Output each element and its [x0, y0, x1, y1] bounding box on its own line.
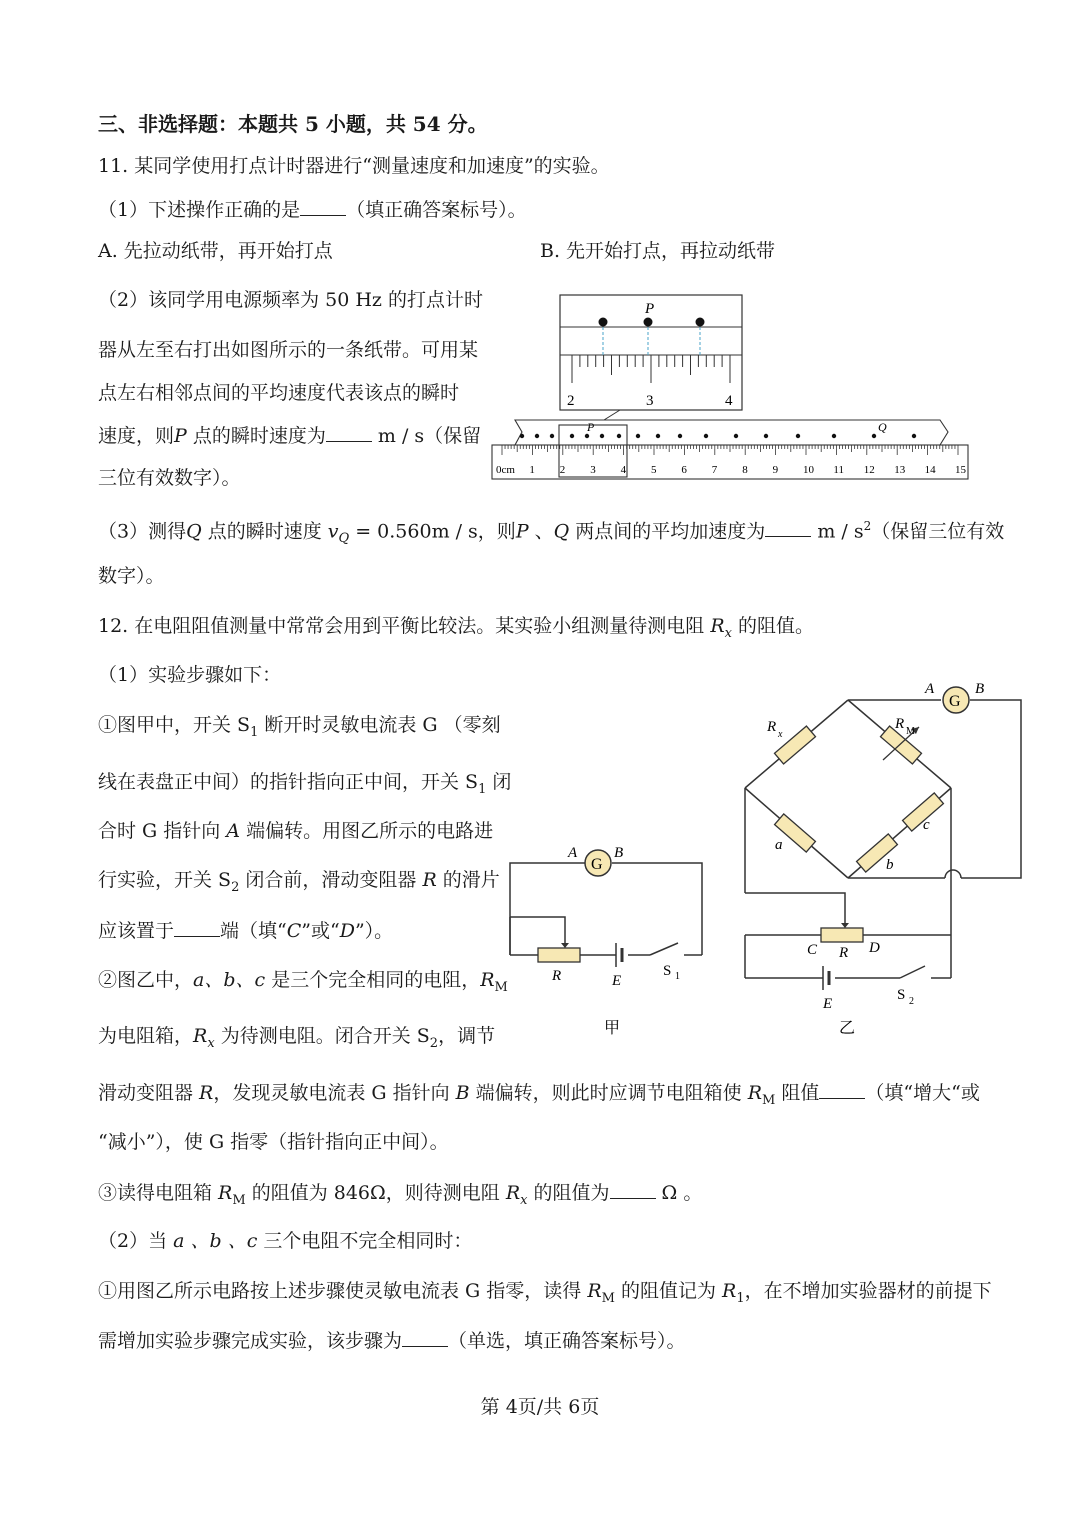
tape-dot	[912, 434, 916, 438]
ruler-tick-label: 10	[803, 464, 814, 476]
tape-dot	[678, 434, 682, 438]
q12-step2-line1: ②图乙中，a、b、c 是三个完全相同的电阻，$R_M$	[98, 969, 508, 995]
answer-blank[interactable]	[174, 918, 220, 937]
answer-blank[interactable]	[326, 423, 372, 442]
ruler-tick-label: 6	[681, 464, 687, 476]
zoom-tick-label: 2	[567, 393, 575, 409]
answer-blank[interactable]	[300, 197, 346, 216]
ruler-tick-label: 15	[955, 464, 966, 476]
answer-blank[interactable]	[610, 1180, 656, 1199]
resistor-b-label: b	[886, 857, 894, 873]
q11-part2-line4: 速度，则P 点的瞬时速度为 m / s（保留	[98, 425, 482, 447]
q11-part2-line2: 器从左至右打出如图所示的一条纸带。可用某	[98, 339, 479, 361]
ruler-tick-label: 0cm	[496, 464, 515, 476]
tape-dot	[636, 434, 640, 438]
svg-text:2: 2	[909, 996, 914, 1007]
q12-step2-line4: “减小”），使 G 指零（指针指向正中间）。	[98, 1131, 449, 1153]
ruler-tick-label: 13	[894, 464, 906, 476]
rheostat-d-end: D	[869, 940, 880, 956]
tape-ruler-figure	[480, 285, 980, 495]
q11-option-a: A. 先拉动纸带，再开始打点	[98, 240, 333, 262]
tape-dot	[704, 434, 708, 438]
circuit-yi-figure	[735, 675, 1035, 1045]
terminal-a: A	[925, 681, 935, 697]
rheostat-r: R	[552, 968, 562, 984]
q12-part1: （1）实验步骤如下：	[98, 664, 282, 686]
resistor-c-label: c	[923, 817, 930, 833]
q11-part2-line5: 三位有效数字）。	[98, 467, 241, 489]
circuit-jia-figure	[500, 835, 715, 1045]
terminal-b: B	[975, 681, 985, 697]
rheostat-r: R	[839, 945, 849, 961]
tape-dot	[570, 434, 574, 438]
q12-step1-line3: 合时 G 指针向 A 端偏转。用图乙所示的电路进	[98, 820, 494, 842]
tape-dot	[535, 434, 539, 438]
ruler-tick-label: 5	[651, 464, 657, 476]
q12-step2-line2: 为电阻箱，$R_x$ 为待测电阻。闭合开关 $S_2$，调节	[98, 1025, 496, 1051]
tape-label-q: Q	[878, 420, 887, 434]
figure-caption-yi: 乙	[839, 1020, 856, 1037]
ruler-tick-label: 1	[529, 464, 535, 476]
svg-text:x: x	[778, 729, 783, 740]
q11-stem: 11. 某同学使用打点计时器进行“测量速度和加速度”的实验。	[98, 155, 610, 177]
q12-step2-line3: 滑动变阻器 R，发现灵敏电流表 G 指针向 B 端偏转，则此时应调节电阻箱使 $R_M$ 阻值 （填“增大“或	[98, 1082, 980, 1108]
resistor-a-label: a	[775, 837, 783, 853]
zoom-dot	[696, 318, 705, 327]
figure-caption-jia: 甲	[604, 1020, 621, 1037]
answer-blank[interactable]	[819, 1080, 865, 1099]
zoom-tick-label: 4	[725, 393, 733, 409]
tape-dot	[550, 434, 554, 438]
q12-part2-step1-line1: ①用图乙所示电路按上述步骤使灵敏电流表 G 指零，读得 $R_M$ 的阻值记为 $R_1$，在不增加实验器材的前提下	[98, 1280, 992, 1306]
q11-option-b: B. 先开始打点，再拉动纸带	[540, 240, 776, 262]
answer-blank[interactable]	[402, 1328, 448, 1347]
ruler-tick-label: 9	[772, 464, 779, 476]
resistor-rm-label: R	[895, 716, 905, 732]
battery-e: E	[612, 973, 622, 989]
q12-part2-step1-line2: 需增加实验步骤完成实验，该步骤为 （单选，填正确答案标号）。	[98, 1330, 686, 1352]
tape-dot	[764, 434, 768, 438]
section-heading: 三、非选择题：本题共 5 小题，共 54 分。	[98, 112, 488, 136]
ruler-tick-label: 12	[863, 464, 875, 476]
switch-s1: S	[663, 963, 672, 979]
battery-e: E	[823, 996, 833, 1012]
ruler-tick-label: 11	[833, 464, 844, 476]
ruler-tick-label: 8	[742, 464, 748, 476]
rheostat-c-end: C	[807, 942, 818, 958]
q12-step1-line1: ①图甲中，开关 $S_1$ 断开时灵敏电流表 G （零刻	[98, 714, 501, 740]
page-footer: 第 4页/共 6页	[480, 1396, 600, 1418]
ruler-tick-label: 14	[924, 464, 936, 476]
q11-part2-line3: 点左右相邻点间的平均速度代表该点的瞬时	[98, 382, 460, 404]
answer-blank[interactable]	[765, 518, 811, 537]
tape-dot	[872, 434, 876, 438]
zoom-label-p: P	[645, 301, 655, 317]
q12-step1-line4: 行实验，开关 $S_2$ 闭合前，滑动变阻器 R 的滑片	[98, 869, 500, 895]
zoom-dot	[644, 318, 653, 327]
tape-dot	[520, 434, 524, 438]
tape-dot	[585, 434, 589, 438]
switch-s2: S	[897, 987, 906, 1003]
q12-step3: ③读得电阻箱 $R_M$ 的阻值为 846Ω，则待测电阻 $R_x$ 的阻值为 Ω 。	[98, 1182, 703, 1208]
ruler-tick-label: 7	[711, 464, 718, 476]
q11-part3: （3）测得Q 点的瞬时速度 $v_Q = 0.560m / s$，则P 、Q 两点间的平均加速度为 m / $s^2$（保留三位有效	[98, 519, 1005, 547]
terminal-b: B	[614, 845, 624, 861]
tape-dot	[600, 434, 604, 438]
galvanometer-g: G	[949, 693, 961, 710]
galvanometer-g: G	[591, 856, 603, 873]
q11-part1: （1）下述操作正确的是 （填正确答案标号）。	[98, 199, 527, 221]
tape-dot	[832, 434, 836, 438]
q12-part2: （2）当 a 、b 、c 三个电阻不完全相同时：	[98, 1230, 473, 1252]
tape-dot	[734, 434, 738, 438]
q12-step1-line2: 线在表盘正中间）的指针指向正中间，开关 $S_1$ 闭	[98, 771, 512, 797]
ruler-tick-label: 4	[620, 464, 627, 476]
tape-dot	[656, 434, 660, 438]
resistor-rx-label: R	[767, 719, 777, 735]
q12-step1-line5: 应该置于 端（填“C”或“D”）。	[98, 920, 394, 942]
ruler-tick-label: 3	[590, 464, 596, 476]
svg-text:1: 1	[675, 971, 680, 982]
q11-part2-line1: （2）该同学用电源频率为 50 Hz 的打点计时	[98, 289, 483, 311]
q11-part3-line2: 数字）。	[98, 565, 165, 587]
ruler-tick-label: 2	[559, 464, 566, 476]
terminal-a: A	[568, 845, 578, 861]
q12-stem: 12. 在电阻阻值测量中常常会用到平衡比较法。某实验小组测量待测电阻 $R_x$ 的阻值。	[98, 615, 815, 641]
tape-label-p: P	[587, 420, 595, 434]
tape-dot	[617, 434, 621, 438]
zoom-tick-label: 3	[646, 393, 654, 409]
svg-text:M: M	[906, 726, 915, 737]
tape-dot	[796, 434, 800, 438]
zoom-dot	[599, 318, 608, 327]
